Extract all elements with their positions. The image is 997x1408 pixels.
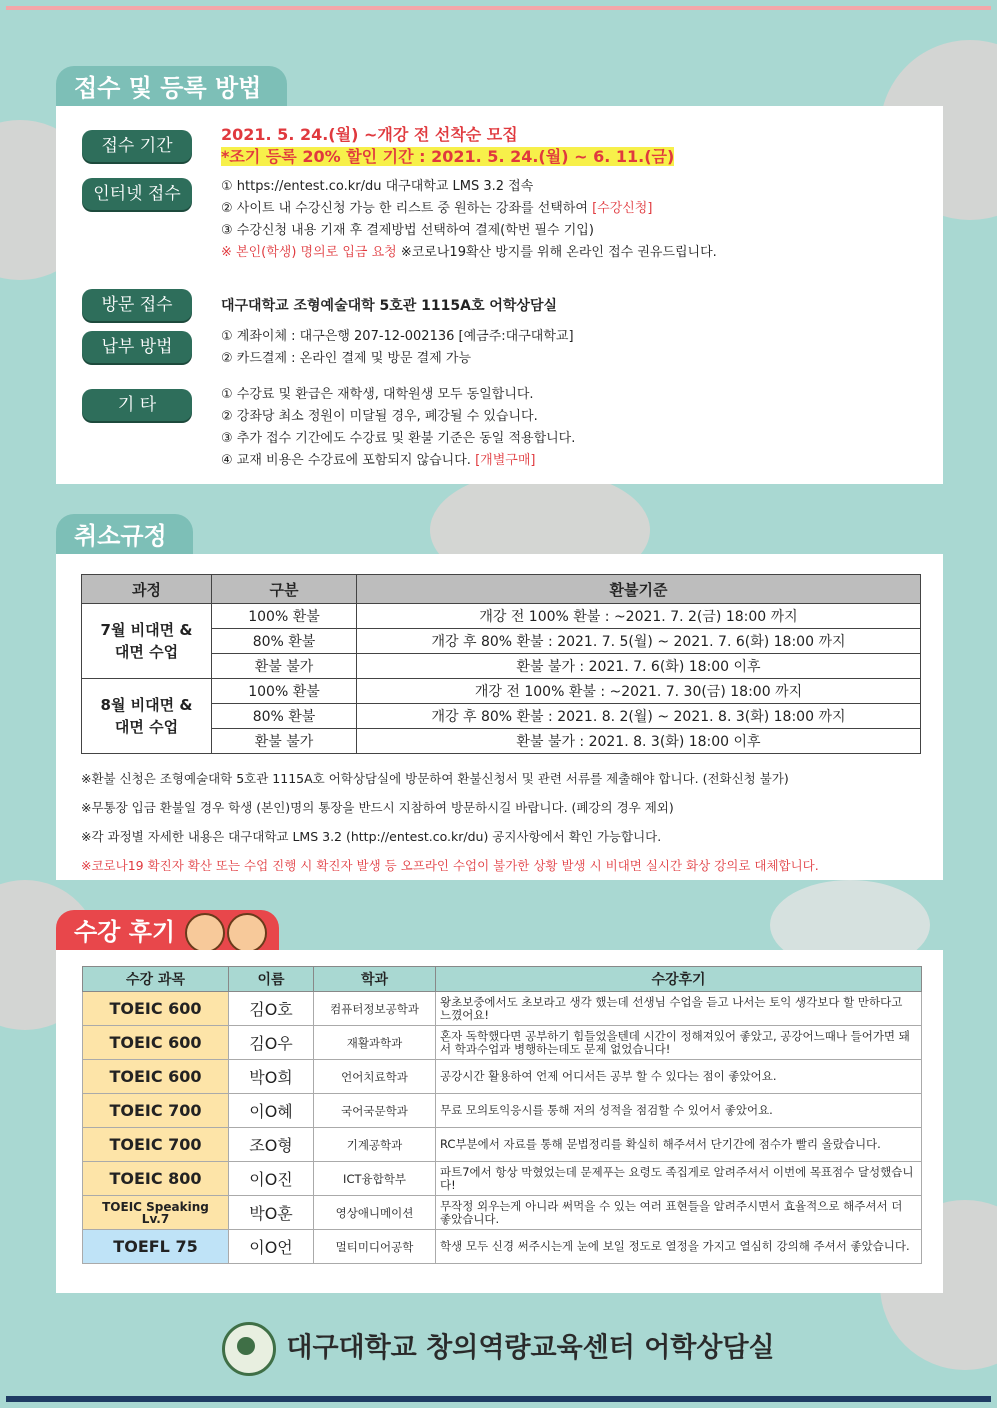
footer-org: 대구대학교 창의역량교육센터 어학상담실 [286,1332,775,1364]
course-name: TOEIC 600 [83,992,229,1026]
refund-table [81,574,921,754]
student-name: 조O형 [229,1128,314,1162]
refund-note: ※무통장 입금 환불일 경우 학생 (본인)명의 통장을 반드시 지참하여 방문하시길 바랍니다. (폐강의 경우 제외) [81,800,674,815]
refund-type: 80% 환불 [212,629,357,654]
reviews-panel [56,950,943,1293]
table-row [83,1196,922,1230]
registration-section-tab: 접수 및 등록 방법 [56,66,287,106]
refund-note: ※각 과정별 자세한 내용은 대구대학교 LMS 3.2 (http://entest.co.kr/du) 공지사항에서 확인 가능합니다. [81,829,662,844]
internet-label: 인터넷 접수 [82,178,192,210]
period-line1: 2021. 5. 24.(월) ~개강 전 선착순 모집 [221,125,518,144]
header-course: 과정 [82,575,212,604]
student-name: 박O희 [229,1060,314,1094]
header-type: 구분 [212,575,357,604]
student-name: 이O혜 [229,1094,314,1128]
early-discount-highlight: *조기 등록 20% 할인 기간 : 2021. 5. 24.(월) ~ 6. 11.(금) [221,147,675,166]
table-row [83,1026,922,1060]
university-seal-icon [222,1322,276,1376]
course-name: TOEIC 800 [83,1162,229,1196]
payment-label: 납부 방법 [82,331,192,363]
refund-table-header [82,575,921,604]
table-row [83,1060,922,1094]
course-name: TOEIC 600 [83,1060,229,1094]
cancel-panel [56,554,943,880]
department: 언어치료학과 [314,1060,436,1094]
internet-line4 [221,242,717,264]
refund-rule: 개강 후 80% 환불 : 2021. 7. 5(월) ~ 2021. 7. 6(화) 18:00 까지 [357,629,921,654]
internet-line2-text: ② 사이트 내 수강신청 가능 한 리스트 중 원하는 강좌를 선택하여 [221,201,593,216]
payment-line1: ① 계좌이체 : 대구은행 207-12-002136 [예금주:대구대학교] [221,329,574,344]
group-name-line1: 7월 비대면 & [100,621,193,639]
visit-label: 방문 접수 [82,289,192,321]
etc-line2: ② 강좌당 최소 정원이 미달될 경우, 폐강될 수 있습니다. [221,409,538,424]
internet-text [221,176,717,264]
group-name-line1: 8월 비대면 & [100,696,193,714]
table-row [82,604,921,629]
internet-line2 [221,198,717,220]
review-text: 학생 모두 신경 써주시는게 눈에 보일 정도로 열정을 가지고 열심히 강의해 주셔서 좋았습니다. [436,1230,922,1264]
refund-rule: 개강 전 100% 환불 : ~2021. 7. 30(금) 18:00 까지 [357,679,921,704]
course-name: TOEIC 700 [83,1128,229,1162]
review-text: 혼자 독학했다면 공부하기 힘들었을텐데 시간이 정해져있어 좋았고, 공강어느때나 들어가면 돼서 학과수업과 병행하는데도 문제 없었습니다! [436,1026,922,1060]
refund-rule: 환불 불가 : 2021. 7. 6(화) 18:00 이후 [357,654,921,679]
header-dept: 학과 [314,967,436,992]
student-name: 이O언 [229,1230,314,1264]
refund-type: 환불 불가 [212,729,357,754]
internet-line1: ① https://entest.co.kr/du 대구대학교 LMS 3.2 접속 [221,179,534,194]
table-row [82,679,921,704]
refund-note: ※환불 신청은 조형예술대학 5호관 1115A호 어학상담실에 방문하여 환불신청서 및 관련 서류를 제출해야 합니다. (전화신청 불가) [81,771,789,786]
course-name: TOEIC 700 [83,1094,229,1128]
department: 재활과학과 [314,1026,436,1060]
course-name: TOEIC Speaking Lv.7 [83,1196,229,1230]
review-text: 공강시간 활용하여 언제 어디서든 공부 할 수 있다는 점이 좋았어요. [436,1060,922,1094]
group-name [82,679,212,754]
refund-type: 100% 환불 [212,679,357,704]
period-text [221,124,674,168]
student-name: 김O호 [229,992,314,1026]
refund-rule: 개강 후 80% 환불 : 2021. 8. 2(월) ~ 2021. 8. 3(화) 18:00 까지 [357,704,921,729]
registration-panel [56,106,943,484]
course-name: TOEFL 75 [83,1230,229,1264]
payment-line2: ② 카드결제 : 온라인 결제 및 방문 결제 가능 [221,351,472,366]
reviews-title: 수강 후기 [74,918,176,946]
refund-rule: 개강 전 100% 환불 : ~2021. 7. 2(금) 18:00 까지 [357,604,921,629]
internet-line4-red: ※ 본인(학생) 명의로 입금 요청 [221,245,397,260]
header-rule: 환불기준 [357,575,921,604]
review-text: 파트7에서 항상 막혔었는데 문제푸는 요령도 족집게로 알려주셔서 이번에 목표점수 달성했습니다! [436,1162,922,1196]
refund-notes [81,764,819,880]
department: ICT융합학부 [314,1162,436,1196]
payment-text [221,326,574,370]
review-text: 왕초보중에서도 초보라고 생각 했는데 선생님 수업을 듣고 나서는 토익 생각보다 할 만하다고 느꼈어요! [436,992,922,1026]
footer [0,1322,997,1376]
refund-type: 환불 불가 [212,654,357,679]
etc-line4-text: ④ 교재 비용은 수강료에 포함되지 않습니다. [221,453,476,468]
group-name [82,604,212,679]
refund-type: 80% 환불 [212,704,357,729]
internet-line3: ③ 수강신청 내용 기재 후 결제방법 선택하여 결제(학번 필수 기입) [221,223,594,238]
table-row [83,1094,922,1128]
child-face-icon [185,913,225,953]
refund-type: 100% 환불 [212,604,357,629]
etc-line4-tag: [개별구매] [475,453,536,468]
header-name: 이름 [229,967,314,992]
etc-line1: ① 수강료 및 환급은 재학생, 대학원생 모두 동일합니다. [221,387,534,402]
period-line2 [221,146,674,168]
department: 멀티미디어공학 [314,1230,436,1264]
etc-text [221,384,575,472]
etc-line4 [221,450,575,472]
table-row [83,1128,922,1162]
review-table [82,966,922,1264]
department: 기계공학과 [314,1128,436,1162]
department: 영상애니메이션 [314,1196,436,1230]
table-row [83,1230,922,1264]
review-table-header [83,967,922,992]
group-name-line2: 대면 수업 [114,643,179,661]
table-row [83,1162,922,1196]
review-text: RC부분에서 자료를 통해 문법정리를 확실히 해주셔서 단기간에 점수가 빨리 올랐습니다. [436,1128,922,1162]
review-text: 무작정 외우는게 아니라 써먹을 수 있는 여러 표현들을 알려주시면서 효율적으로 해주셔서 더 좋았습니다. [436,1196,922,1230]
department: 컴퓨터정보공학과 [314,992,436,1026]
visit-text: 대구대학교 조형예술대학 5호관 1115A호 어학상담실 [221,298,557,314]
student-name: 김O우 [229,1026,314,1060]
department: 국어국문학과 [314,1094,436,1128]
student-name: 박O훈 [229,1196,314,1230]
group-name-line2: 대면 수업 [114,718,179,736]
etc-label: 기 타 [82,389,192,421]
student-name: 이O진 [229,1162,314,1196]
review-text: 무료 모의토익응시를 통해 저의 성적을 점검할 수 있어서 좋았어요. [436,1094,922,1128]
course-name: TOEIC 600 [83,1026,229,1060]
refund-rule: 환불 불가 : 2021. 8. 3(화) 18:00 이후 [357,729,921,754]
internet-line2-tag: [수강신청] [592,201,653,216]
etc-line3: ③ 추가 접수 기간에도 수강료 및 환불 기준은 동일 적용합니다. [221,431,576,446]
reviews-section-tab [56,910,279,950]
internet-line4-text: ※코로나19확산 방지를 위해 온라인 접수 권유드립니다. [396,245,717,260]
child-face-icon [227,913,267,953]
cancel-section-tab: 취소규정 [56,514,193,554]
table-row [83,992,922,1026]
header-subject: 수강 과목 [83,967,229,992]
period-label: 접수 기간 [82,130,192,162]
refund-note-covid: ※코로나19 확진자 확산 또는 수업 진행 시 확진자 발생 등 오프라인 수업이 불가한 상황 발생 시 비대면 실시간 화상 강의로 대체합니다. [81,858,819,873]
header-review: 수강후기 [436,967,922,992]
